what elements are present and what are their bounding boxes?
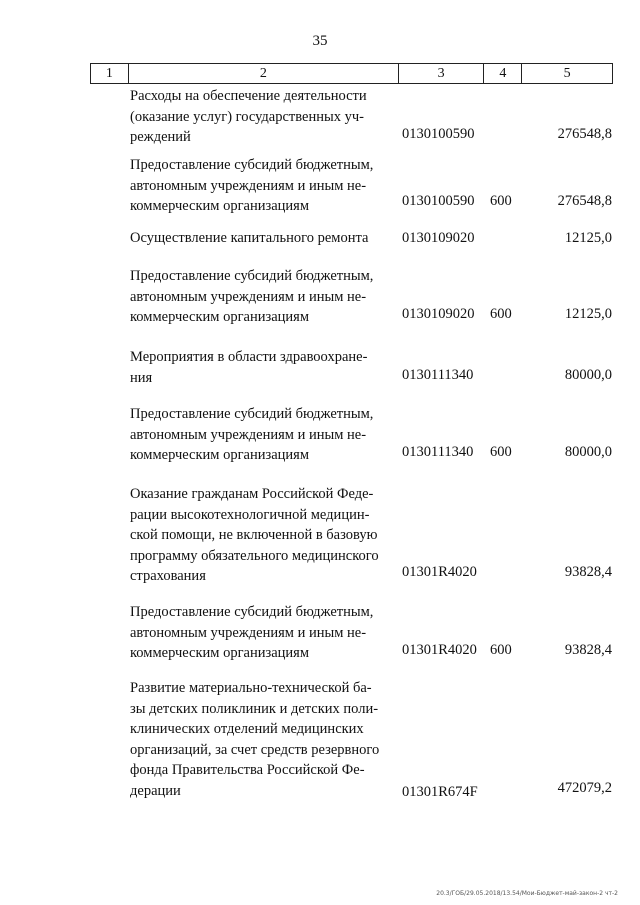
row-amount: 80000,0 [564, 367, 612, 383]
row-code: 01301R4020 [402, 642, 477, 658]
row-code: 0130100590 [402, 193, 475, 209]
row-amount: 276548,8 [557, 126, 612, 142]
row-description: Предоставление субсидий бюджетным, автономным учреждениям и иным не- коммерческим организациям [130, 604, 374, 661]
row-code: 01301R674F [402, 784, 478, 800]
row-description: Предоставление субсидий бюджетным, автономным учреждениям и иным не- коммерческим организациям [130, 157, 374, 214]
row-description: Мероприятия в области здравоохране- ния [130, 349, 368, 386]
table-header-row [90, 63, 613, 84]
row-code: 0130111340 [402, 444, 474, 460]
row-amount: 93828,4 [564, 642, 612, 658]
row-code: 0130111340 [402, 367, 474, 383]
row-amount: 276548,8 [557, 193, 612, 209]
row-description: Оказание гражданам Российской Феде- рации высокотехнологичной медицин- ской помощи, не включенной в базовую программу обязательного медицинского страхования [130, 486, 379, 584]
row-expense-type: 600 [490, 193, 512, 209]
row-description: Развитие материально-технической ба- зы детских поликлиник и детских поли- клинических отделений медицинских организаций, за счет средств резервного фонда Правительства Российской Фе- дерации [130, 680, 380, 799]
document-footer: 20.3/ГОБ/29.05.2018/13.54/Мои-Бюджет-май-закон-2 чт-2 [436, 890, 618, 897]
header-cell-5: 5 [563, 65, 571, 81]
row-amount: 12125,0 [564, 306, 612, 322]
header-cell-1: 1 [91, 64, 129, 83]
header-cell-2: 2 [129, 64, 399, 83]
header-cell-3: 3 [399, 64, 485, 83]
row-amount: 80000,0 [564, 444, 612, 460]
row-code: 0130100590 [402, 126, 475, 142]
row-code: 0130109020 [402, 230, 475, 246]
header-cell-4: 4 [484, 64, 522, 83]
row-amount: 472079,2 [557, 780, 612, 796]
row-description: Предоставление субсидий бюджетным, автономным учреждениям и иным не- коммерческим организациям [130, 406, 374, 463]
row-amount: 12125,0 [564, 230, 612, 246]
row-code: 01301R4020 [402, 564, 477, 580]
row-code: 0130109020 [402, 306, 475, 322]
row-expense-type: 600 [490, 306, 512, 322]
row-amount: 93828,4 [564, 564, 612, 580]
row-description: Осуществление капитального ремонта [130, 230, 369, 246]
row-expense-type: 600 [490, 444, 512, 460]
row-description: Предоставление субсидий бюджетным, автономным учреждениям и иным не- коммерческим организациям [130, 268, 374, 325]
row-description: Расходы на обеспечение деятельности (оказание услуг) государственных уч- реждений [130, 88, 367, 145]
row-expense-type: 600 [490, 642, 512, 658]
page-number: 35 [312, 33, 328, 49]
